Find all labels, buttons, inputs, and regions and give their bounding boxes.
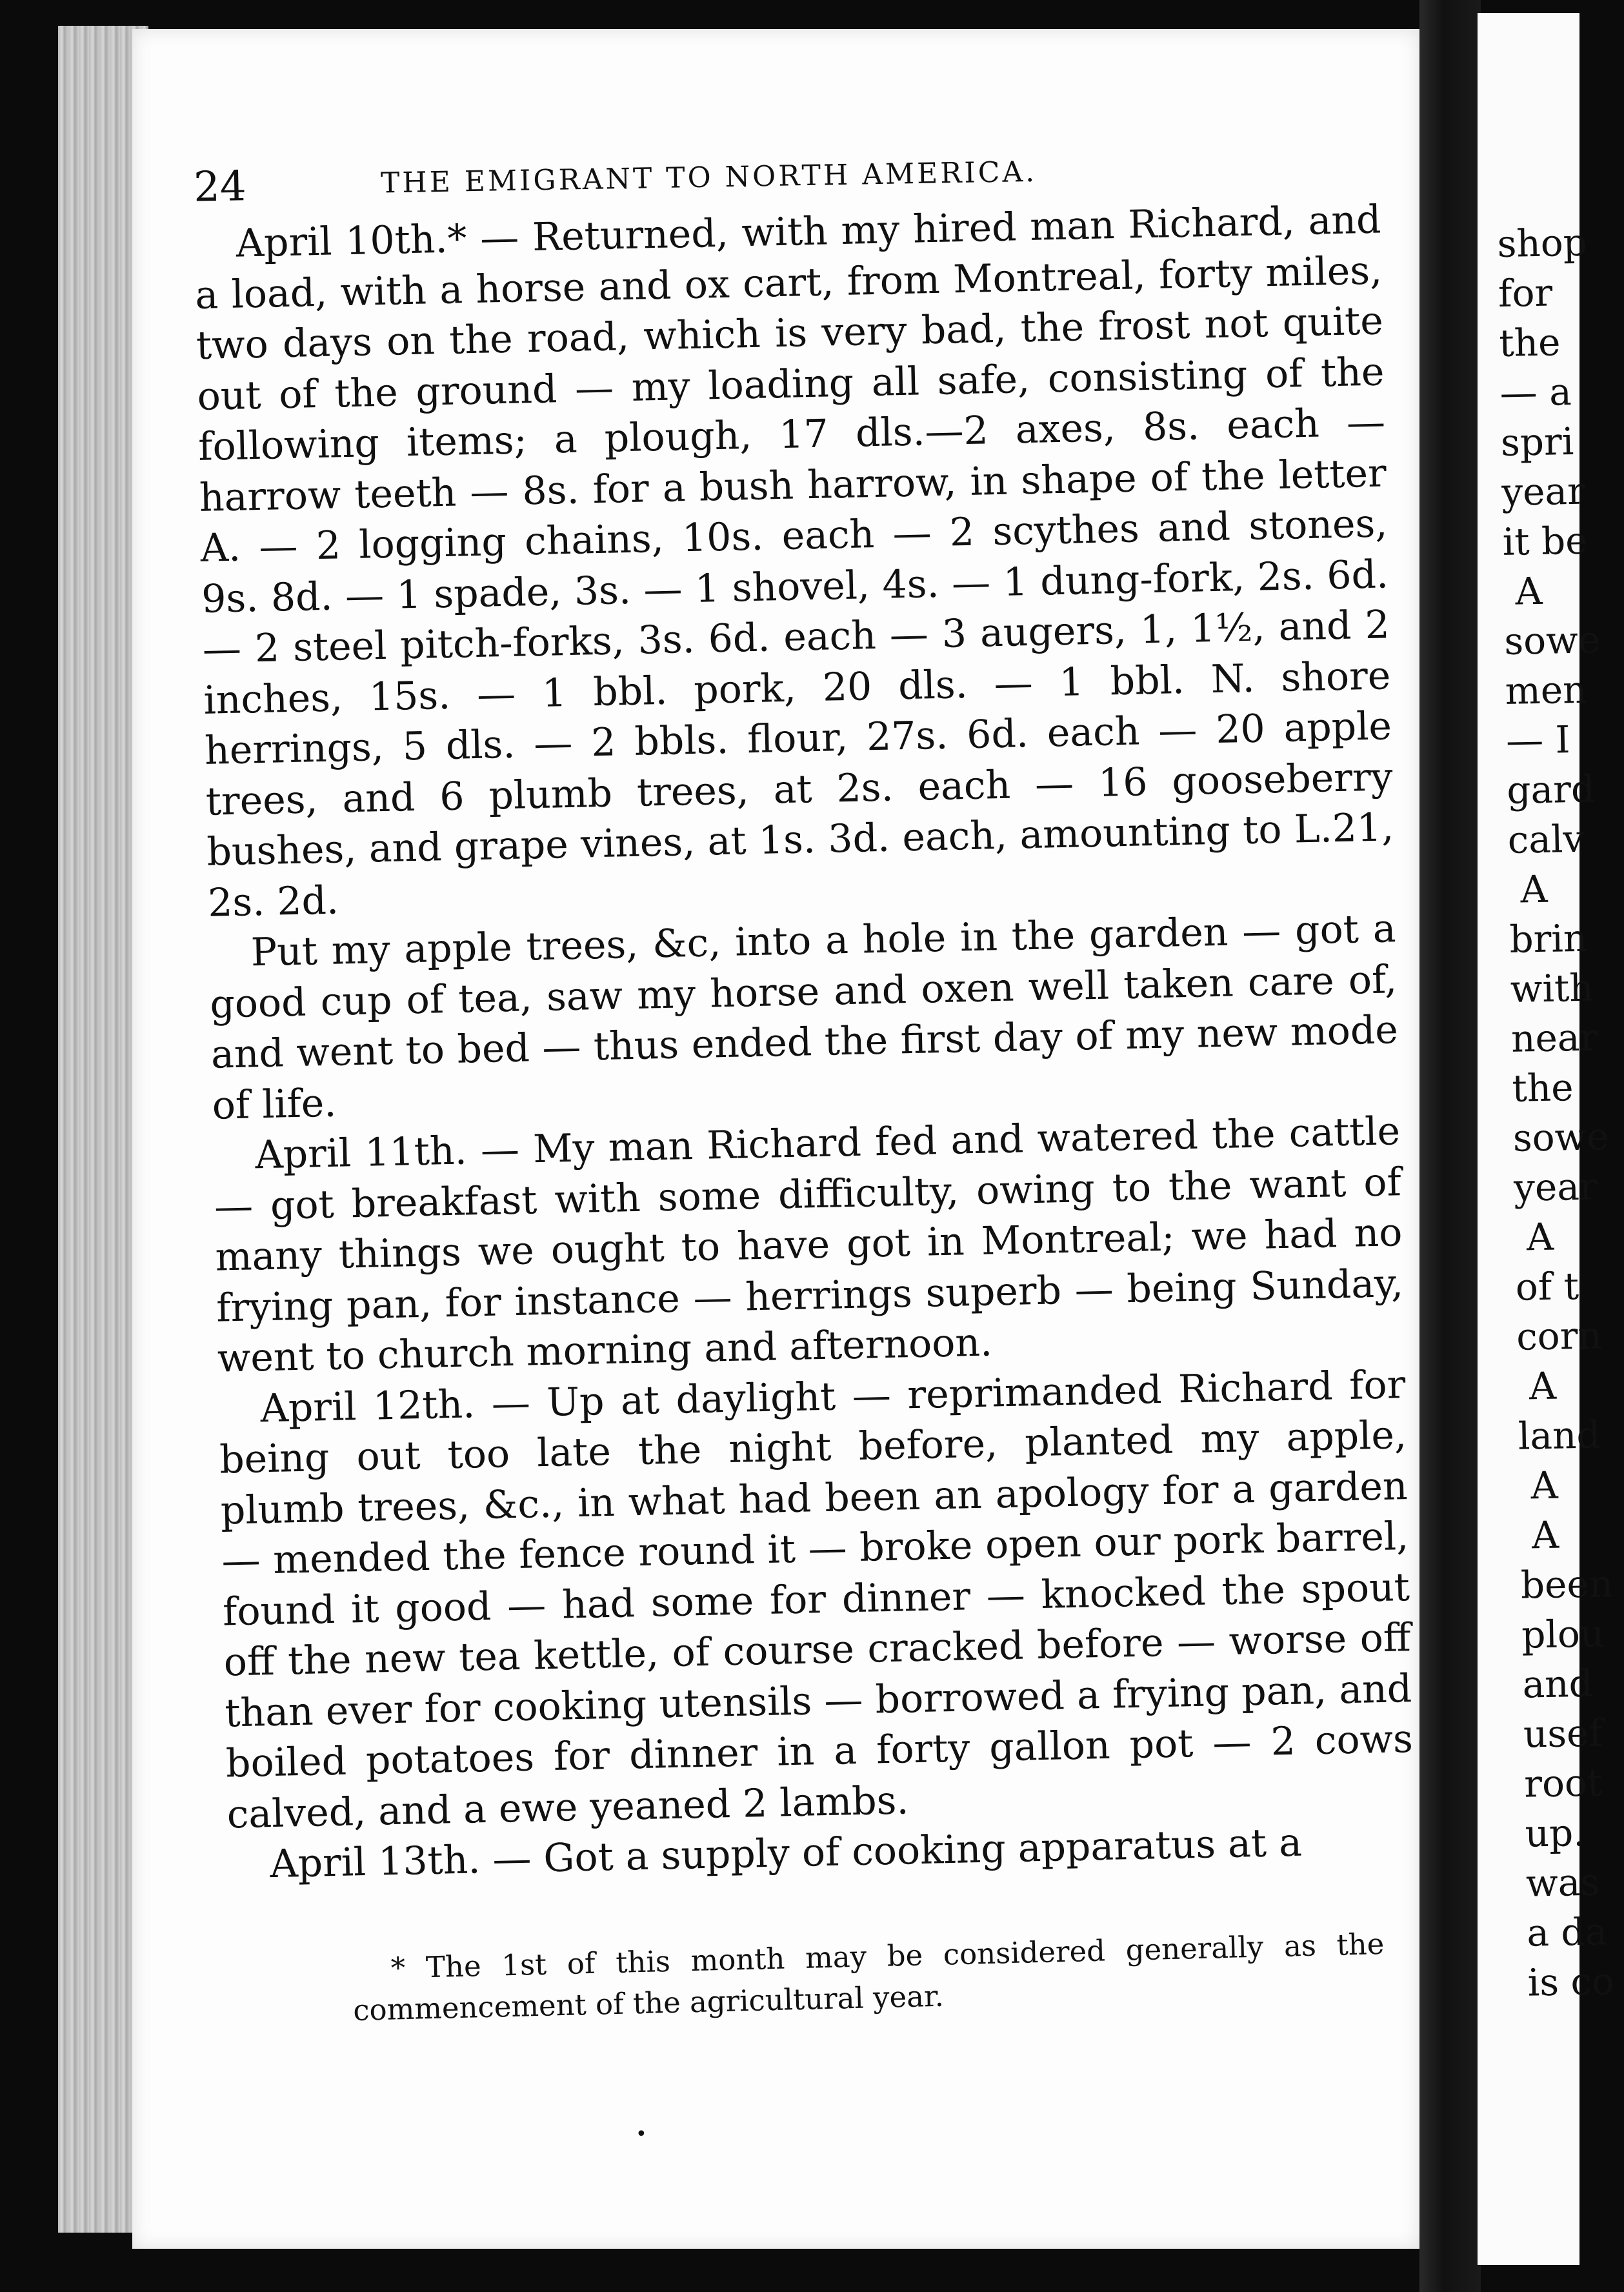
adjacent-page [1478,13,1615,2265]
paragraph-april-10: April 10th.* — Returned, with my hired man Richard, and a load, with a horse and ox cart, from Montreal, forty miles, two days on the road, which is very bad, the frost not quite out of the ground — my loading all safe, consisting of the following items; a plough, 17 dls.—2 axes, 8s. each — harrow teeth — 8s. for a bush harrow, in shape of the letter A. — 2 logging chains, 10s. each — 2 scythes and stones, 9s. 8d. — 1 spade, 3s. — 1 shovel, 4s. — 1 dung-fork, 2s. 6d. — 2 steel pitch-forks, 3s. 6d. each — 3 augers, 1, 1½, and 2 inches, 15s. — 1 bbl. pork, 20 dls. — 1 bbl. N. shore herrings, 5 dls. — 2 bbls. flour, 27s. 6d. each — 20 apple trees, and 6 plumb trees, at 2s. each — 16 gooseberry bushes, and grape vines, at 1s. 3d. each, amounting to L.21, 2s. 2d. [194,197,1394,926]
paragraph-april-13: April 13th. — Got a supply of cooking apparatus at a [269,1820,1303,1887]
paragraph-april-11: April 11th. — My man Richard fed and watered the cattle — got breakfast with some difficulty, owing to the want of many things we ought to have got in Montreal; we had no frying pan, for instance — herrings superb — being Sunday, went to church morning and afternoon. [214,1109,1404,1382]
adjacent-page-text-fragments: shop for the — a spri year it be A sowe men — I gard calv A brin with near the sowe year A of t corn A land A A been plou and usef root up. was a da is co [1497,220,1615,2005]
book-gutter [1419,0,1481,2292]
ink-speck: • [636,2123,647,2146]
page-number: 24 [193,163,247,212]
paragraph-april-12: April 12th. — Up at daylight — reprimanded Richard for being out too late the night before, planted my apple, plumb trees, &c., in what had been an apology for a garden — mended the fence round it — broke open our pork barrel, found it good — had some for dinner — knocked the spout off the new tea kettle, of course cracked before — worse off than ever for cooking utensils — borrowed a frying pan, and boiled potatoes for dinner in a forty gallon pot — 2 cows calved, and a ewe yeaned 2 lambs. [219,1362,1414,1837]
footnote-text: * The 1st of this month may be considered generally as the commencement of the agricultural year. [352,1926,1385,2027]
running-title: THE EMIGRANT TO NORTH AMERICA. [380,155,1038,200]
body-text [194,194,1416,1890]
paragraph-apple-trees: Put my apple trees, &c, into a hole in the garden — got a good cup of tea, saw my horse and oxen well taken care of, and went to bed — thus ended the first day of my new mode of life. [209,906,1399,1129]
